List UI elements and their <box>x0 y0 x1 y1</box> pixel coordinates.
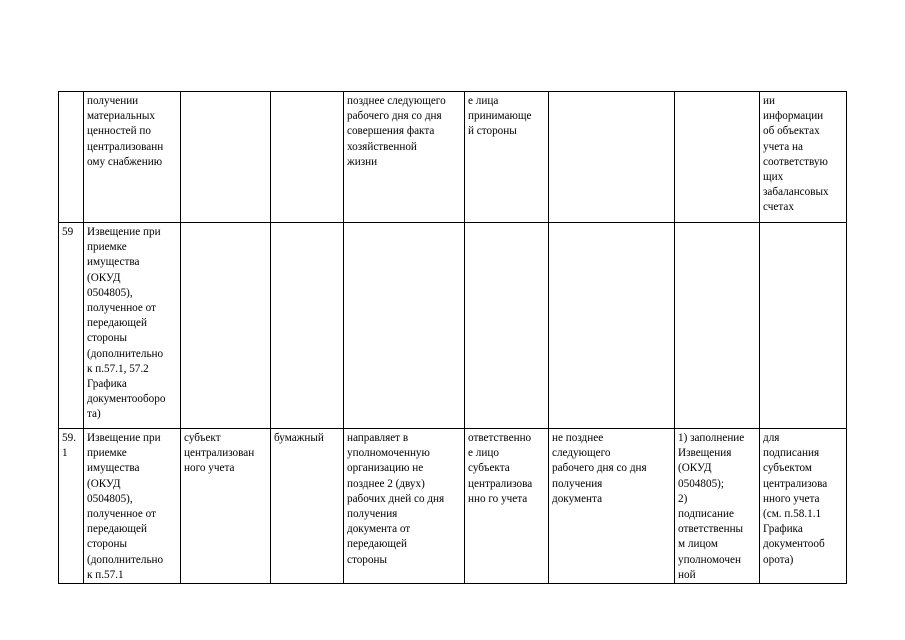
deadline-cell: направляет в уполномоченную организацию не позднее 2 (двух) рабочих дней со дня получения документа от передающей стороны <box>344 429 465 584</box>
document-name-cell: получении материальных ценностей по централизованн ому снабжению <box>84 92 181 223</box>
transfer-deadline-cell <box>549 223 675 429</box>
table-row <box>59 92 847 223</box>
purpose-cell: для подписания субъектом централизова нного учета (см. п.58.1.1 Графика документооб орота) <box>760 429 847 584</box>
creator-cell <box>181 223 271 429</box>
row-number-cell: 59 <box>59 223 84 429</box>
deadline-cell <box>344 223 465 429</box>
row-number-cell <box>59 92 84 223</box>
format-cell <box>271 223 344 429</box>
transfer-deadline-cell <box>549 92 675 223</box>
creator-cell: субъект централизован ного учета <box>181 429 271 584</box>
format-cell: бумажный <box>271 429 344 584</box>
table-row <box>59 223 847 429</box>
document-name-cell: Извещение при приемке имущества (ОКУД 0504805), полученное от передающей стороны (дополнительно к п.57.1 <box>84 429 181 584</box>
table-row <box>59 429 847 584</box>
purpose-cell <box>760 223 847 429</box>
responsible-cell <box>465 223 549 429</box>
responsible-cell: е лица принимающе й стороны <box>465 92 549 223</box>
creator-cell <box>181 92 271 223</box>
row-number-cell: 59. 1 <box>59 429 84 584</box>
responsible-cell: ответственно е лицо субъекта централизова нно го учета <box>465 429 549 584</box>
purpose-cell: ии информации об объектах учета на соответствую щих забалансовых счетах <box>760 92 847 223</box>
document-name-cell: Извещение при приемке имущества (ОКУД 0504805), полученное от передающей стороны (дополнительно к п.57.1, 57.2 Графика документооборо та) <box>84 223 181 429</box>
deadline-cell: позднее следующего рабочего дня со дня совершения факта хозяйственной жизни <box>344 92 465 223</box>
action-cell: 1) заполнение Извещения (ОКУД 0504805); 2) подписание ответственны м лицом уполномочен ной <box>675 429 760 584</box>
transfer-deadline-cell: не позднее следующего рабочего дня со дня получения документа <box>549 429 675 584</box>
format-cell <box>271 92 344 223</box>
action-cell <box>675 92 760 223</box>
action-cell <box>675 223 760 429</box>
document-table <box>58 91 847 584</box>
